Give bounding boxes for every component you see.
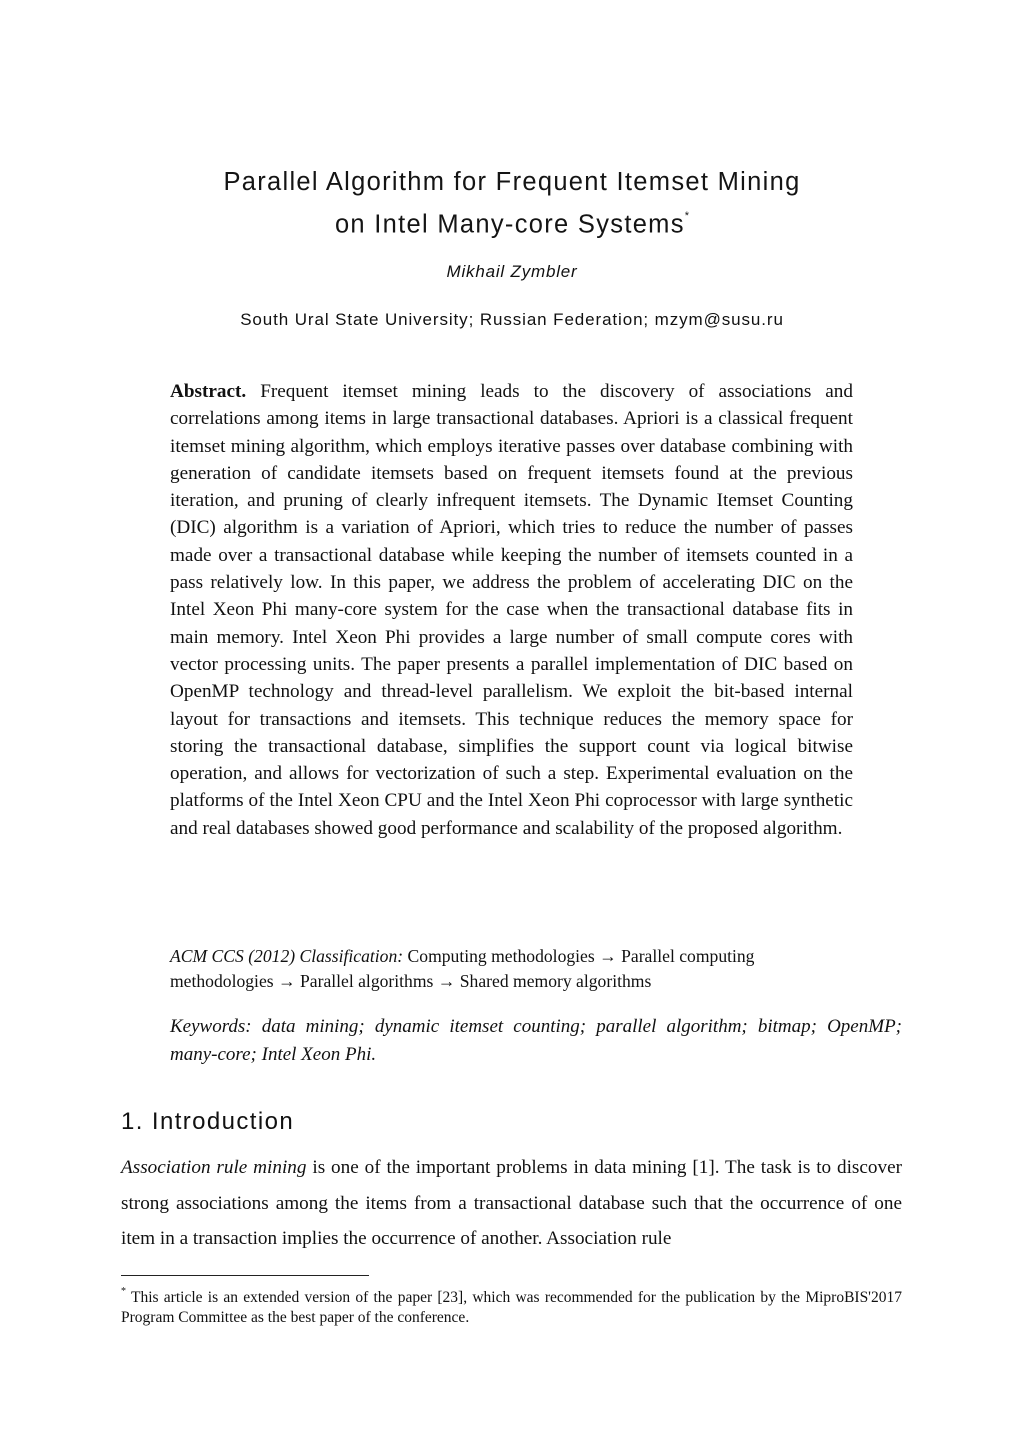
abstract-label: Abstract.: [170, 381, 247, 402]
title-line-2-text: on Intel Many-core Systems: [334, 210, 685, 239]
footnote-divider: [121, 1275, 369, 1276]
acm-classification-line-1: Computing methodologies → Parallel computing: [407, 946, 755, 966]
acm-classification-label: ACM CCS (2012) Classification:: [170, 946, 404, 966]
title-footnote-marker: *: [684, 210, 690, 222]
author-affiliation: South Ural State University; Russian Federation; mzym@susu.ru: [240, 310, 784, 329]
title-line-1: Parallel Algorithm for Frequent Itemset Mining: [223, 168, 801, 196]
introduction-paragraph: [121, 1150, 902, 1257]
intro-text: is one of the important problems in data mining [1]. The task is to discover strong associations among the items from a transactional database such that the occurrence of one item in a transaction implies the occurrence of another. Association rule: [121, 1157, 902, 1249]
footnote: [121, 1284, 902, 1328]
keywords: [170, 1013, 902, 1068]
section-heading-introduction: 1. Introduction: [121, 1108, 295, 1135]
author-name: Mikhail Zymbler: [446, 262, 578, 281]
footnote-marker: *: [121, 1286, 126, 1297]
keywords-text: data mining; dynamic itemset counting; parallel algorithm; bitmap; OpenMP; many-core; Intel Xeon Phi.: [170, 1016, 903, 1065]
intro-lead-term: Association rule mining: [121, 1157, 307, 1178]
title-line-2: [0, 201, 1024, 244]
footnote-text: This article is an extended version of the paper [23], which was recommended for the publication by the MiproBIS'2017 Program Committee as the best paper of the conference.: [121, 1289, 902, 1327]
acm-classification-line-2: methodologies → Parallel algorithms → Shared memory algorithms: [170, 971, 652, 991]
abstract-text: Frequent itemset mining leads to the discovery of associations and correlations among items in large transactional databases. Apriori is a classical frequent itemset mining algorithm, which employs iterative passes over database combining with generation of candidate itemsets based on frequent itemsets found at the previous iteration, and pruning of clearly infrequent itemsets. The Dynamic Itemset Counting (DIC) algorithm is a variation of Apriori, which tries to reduce the number of passes made over a transactional database while keeping the number of itemsets counted in a pass relatively low. In this paper, we address the problem of accelerating DIC on the Intel Xeon Phi many-core system for the case when the transactional database fits in main memory. Intel Xeon Phi provides a large number of small compute cores with vector processing units. The paper presents a parallel implementation of DIC based on OpenMP technology and thread-level parallelism. We exploit the bit-based internal layout for transactions and itemsets. This technique reduces the memory space for storing the transactional database, simplifies the support count via logical bitwise operation, and allows for vectorization of such a step. Experimental evaluation on the platforms of the Intel Xeon CPU and the Intel Xeon Phi coprocessor with large synthetic and real databases showed good performance and scalability of the proposed algorithm.: [170, 381, 853, 839]
abstract: [170, 378, 853, 842]
keywords-label: Keywords:: [170, 1016, 252, 1037]
paper-title: [0, 163, 1024, 244]
acm-classification: [170, 944, 870, 994]
